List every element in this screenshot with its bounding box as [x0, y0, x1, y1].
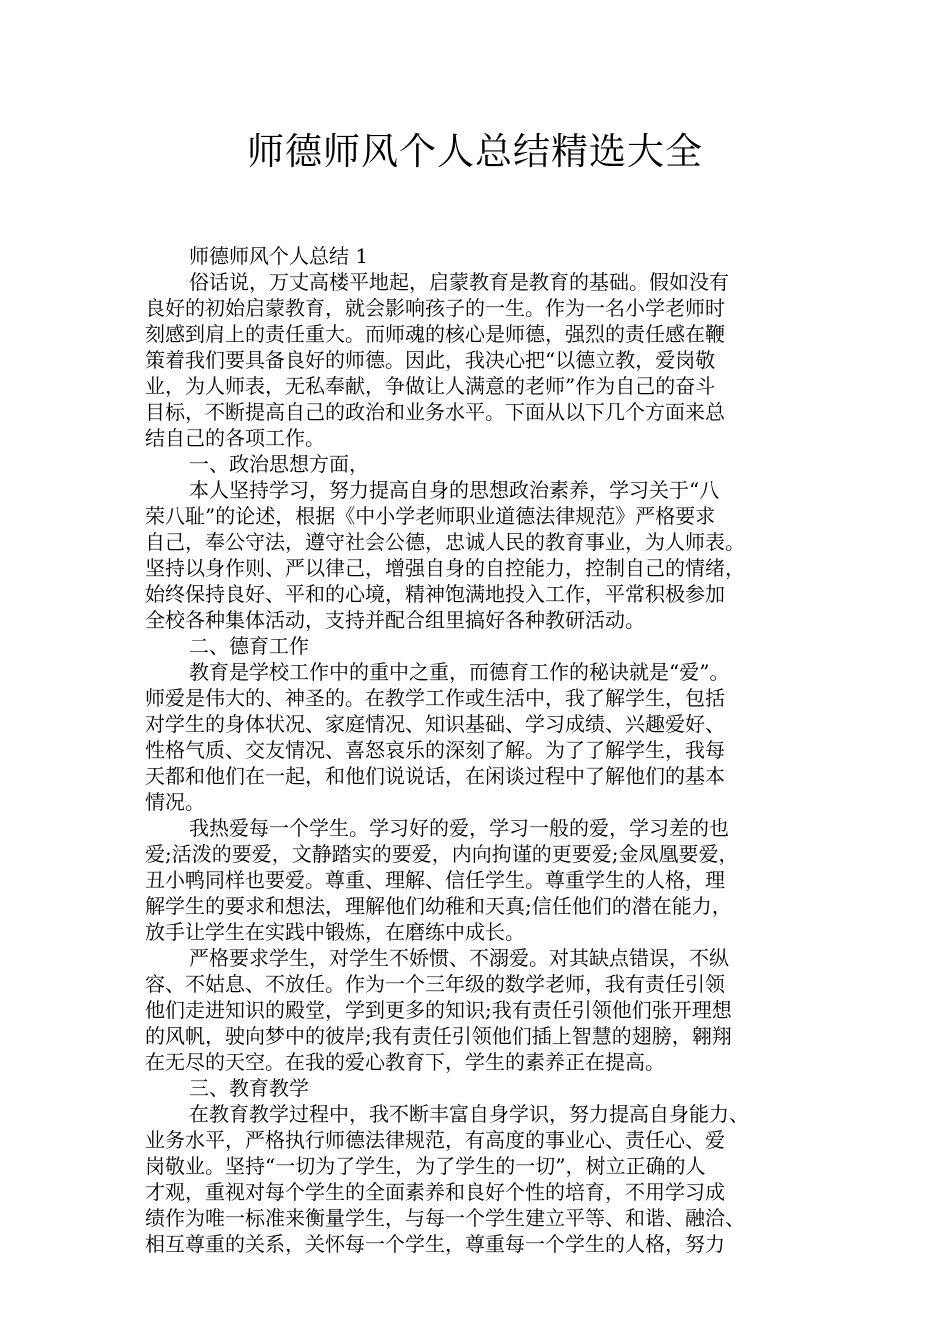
text-line: 二、德育工作 [189, 634, 309, 658]
text-line: 良好的初始启蒙教育，就会影响孩子的一生。作为一名小学老师时 [145, 296, 725, 320]
text-line: 才观，重视对每个学生的全面素养和良好个性的培育，不用学习成 [145, 1180, 725, 1204]
text-line: 师爱是伟大的、神圣的。在教学工作或生活中，我了解学生，包括 [145, 686, 725, 710]
text-line: 在无尽的天空。在我的爱心教育下，学生的素养正在提高。 [145, 1050, 665, 1074]
text-line: 策着我们要具备良好的师德。因此，我决心把“以德立教，爱岗敬 [145, 348, 716, 372]
document-title: 师德师风个人总结精选大全 [247, 130, 703, 173]
text-line: 俗话说，万丈高楼平地起，启蒙教育是教育的基础。假如没有 [189, 270, 729, 294]
text-line: 相互尊重的关系，关怀每一个学生，尊重每一个学生的人格，努力 [145, 1232, 725, 1256]
text-line: 对学生的身体状况、家庭情况、知识基础、学习成绩、兴趣爱好、 [145, 712, 725, 736]
text-line: 荣八耻”的论述，根据《中小学老师职业道德法律规范》严格要求 [145, 504, 716, 528]
text-line: 在教育教学过程中，我不断丰富自身学识，努力提高自身能力、 [189, 1102, 749, 1126]
text-line: 目标，不断提高自己的政治和业务水平。下面从以下几个方面来总 [145, 400, 725, 424]
text-line: 爱;活泼的要爱，文静踏实的要爱，内向拘谨的更要爱;金凤凰要爱， [145, 842, 739, 866]
text-line: 本人坚持学习，努力提高自身的思想政治素养，学习关于“八 [189, 478, 720, 502]
text-line: 自己，奉公守法，遵守社会公德，忠诚人民的教育事业，为人师表。 [145, 530, 745, 554]
text-line: 他们走进知识的殿堂，学到更多的知识;我有责任引领他们张开理想 [145, 998, 732, 1022]
text-line: 严格要求学生，对学生不娇惯、不溺爱。对其缺点错误，不纵 [189, 946, 729, 970]
text-line: 始终保持良好、平和的心境，精神饱满地投入工作，平常积极参加 [145, 582, 725, 606]
text-line: 放手让学生在实践中锻炼，在磨练中成长。 [145, 920, 525, 944]
text-line: 天都和他们在一起，和他们说说话，在闲谈过程中了解他们的基本 [145, 764, 725, 788]
text-line: 业，为人师表，无私奉献，争做让人满意的老师”作为自己的奋斗 [145, 374, 716, 398]
text-line: 结自己的各项工作。 [145, 426, 325, 450]
text-line: 解学生的要求和想法，理解他们幼稚和天真;信任他们的潜在能力， [145, 894, 732, 918]
text-line: 刻感到肩上的责任重大。而师魂的核心是师德，强烈的责任感在鞭 [145, 322, 725, 346]
text-line: 性格气质、交友情况、喜怒哀乐的深刻了解。为了了解学生，我每 [145, 738, 725, 762]
text-line: 三、教育教学 [189, 1076, 309, 1100]
text-line: 丑小鸭同样也要爱。尊重、理解、信任学生。尊重学生的人格，理 [145, 868, 725, 892]
text-line: 坚持以身作则、严以律己，增强自身的自控能力，控制自己的情绪， [145, 556, 745, 580]
text-line: 业务水平，严格执行师德法律规范，有高度的事业心、责任心、爱 [145, 1128, 725, 1152]
text-line: 师德师风个人总结 1 [189, 244, 369, 268]
document-body [145, 243, 825, 1257]
text-line: 教育是学校工作中的重中之重，而德育工作的秘诀就是“爱”。 [189, 660, 730, 684]
text-line: 全校各种集体活动，支持并配合组里搞好各种教研活动。 [145, 608, 645, 632]
text-line: 容、不姑息、不放任。作为一个三年级的数学老师，我有责任引领 [145, 972, 725, 996]
text-line: 的风帆，驶向梦中的彼岸;我有责任引领他们插上智慧的翅膀，翱翔 [145, 1024, 732, 1048]
text-line: 绩作为唯一标准来衡量学生，与每一个学生建立平等、和谐、融洽、 [145, 1206, 745, 1230]
text-line: 岗敬业。坚持“一切为了学生，为了学生的一切”，树立正确的人 [145, 1154, 706, 1178]
text-line: 我热爱每一个学生。学习好的爱，学习一般的爱，学习差的也 [189, 816, 729, 840]
text-line: 情况。 [145, 790, 205, 814]
text-line: 一、政治思想方面， [189, 452, 369, 476]
